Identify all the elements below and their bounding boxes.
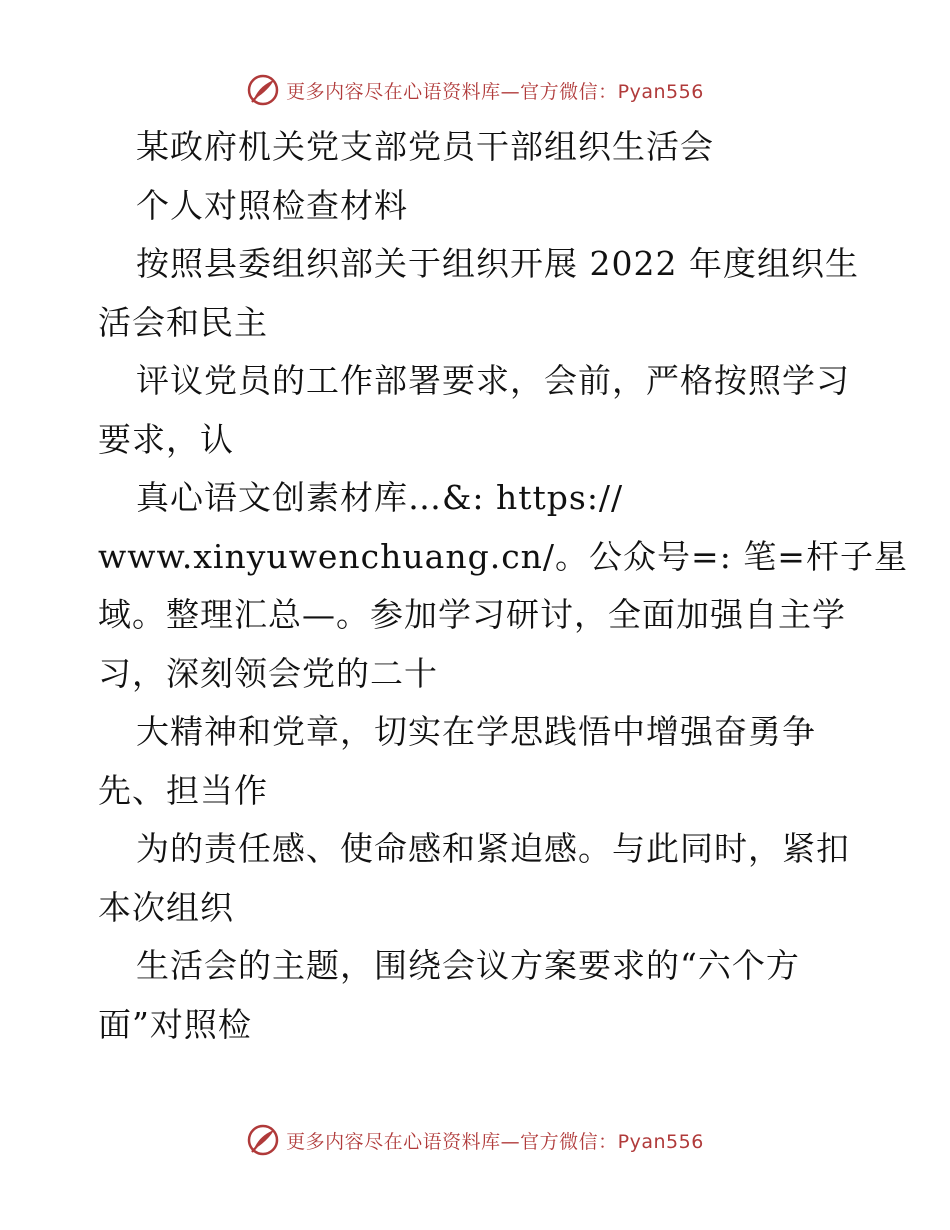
doc-line: 按照县委组织部关于组织开展 2022 年度组织生: [136, 244, 859, 283]
doc-line: 面”对照检: [98, 1004, 252, 1044]
doc-line: 要求，认: [98, 419, 234, 459]
header-banner-text: 更多内容尽在心语资料库—官方微信：Pyan556: [286, 80, 704, 103]
doc-line: 活会和民主: [98, 302, 268, 342]
doc-line: www.xinyuwenchuang.cn/。公众号=: 笔=杆子星: [98, 536, 908, 576]
footer-banner-text: 更多内容尽在心语资料库—官方微信：Pyan556: [286, 1130, 704, 1153]
doc-line: 域。整理汇总—。参加学习研讨，全面加强自主学: [98, 595, 846, 634]
doc-line: 习，深刻领会党的二十: [98, 653, 438, 693]
doc-line: 生活会的主题，围绕会议方案要求的“六个方: [136, 946, 800, 985]
feather-pen-logo-icon: [246, 73, 280, 107]
header-banner: [0, 70, 950, 110]
feather-pen-logo-icon: [246, 1123, 280, 1157]
doc-line: 大精神和党章，切实在学思践悟中增强奋勇争: [136, 712, 816, 751]
document-body: [98, 118, 908, 1054]
doc-line: 真心语文创素材库…&: https://: [136, 478, 624, 517]
doc-subtitle: 个人对照检查材料: [136, 185, 408, 225]
doc-line: 本次组织: [98, 887, 234, 927]
doc-line: 评议党员的工作部署要求，会前，严格按照学习: [136, 361, 850, 400]
doc-title: 某政府机关党支部党员干部组织生活会: [136, 127, 714, 166]
footer-banner: [0, 1120, 950, 1160]
doc-line: 为的责任感、使命感和紧迫感。与此同时，紧扣: [136, 829, 850, 868]
doc-line: 先、担当作: [98, 770, 268, 810]
